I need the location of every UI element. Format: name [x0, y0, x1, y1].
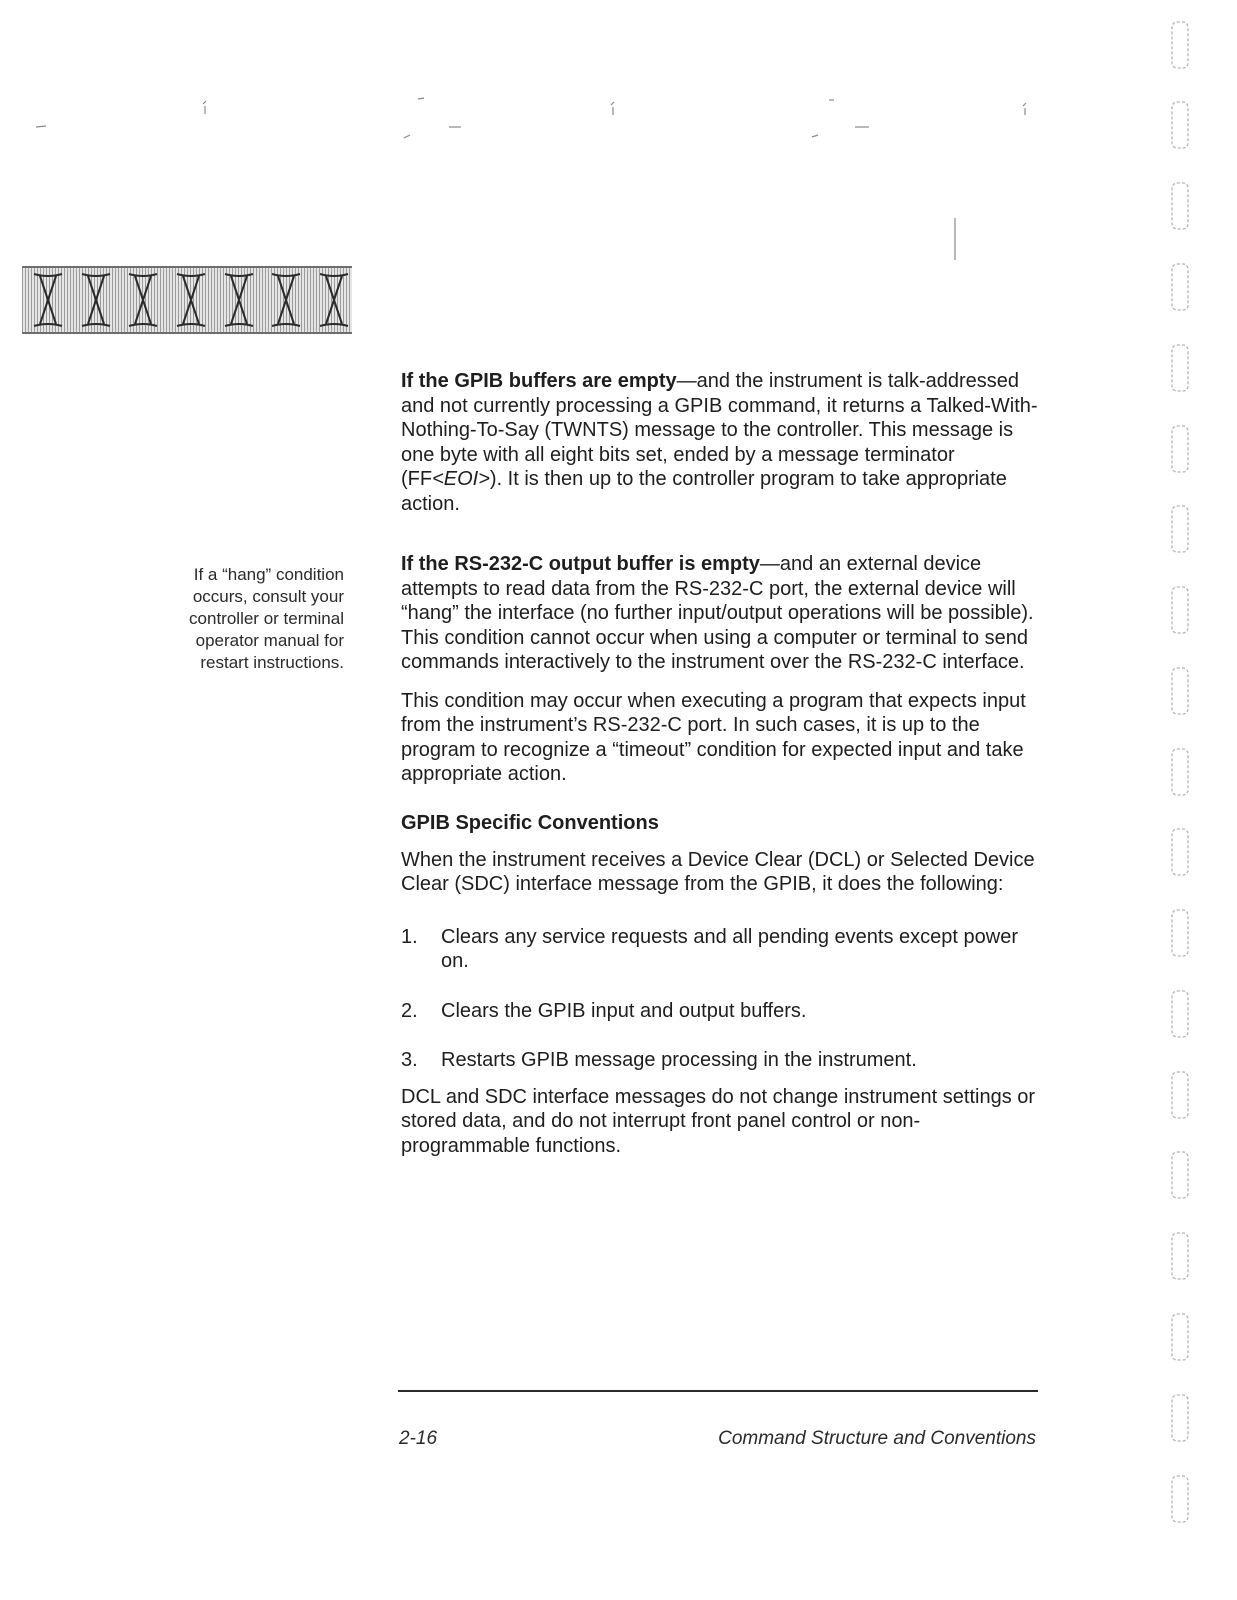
- list-item-text: Restarts GPIB message processing in the instrument.: [441, 1049, 917, 1071]
- scan-specks: [0, 0, 1237, 260]
- list-item: [401, 1048, 1041, 1073]
- gpib-conventions-heading: GPIB Specific Conventions: [401, 811, 659, 834]
- binding-holes: [1170, 0, 1230, 1600]
- dcl-outro-paragraph: DCL and SDC interface messages do not change instrument settings or stored data, and do not interrupt front panel control or non-programmable functions.: [401, 1085, 1036, 1157]
- list-item-number: 1.: [401, 925, 418, 948]
- footer-rule: [398, 1390, 1038, 1392]
- list-item-text: Clears any service requests and all pending events except power on.: [441, 925, 1018, 972]
- gpib-buffers-empty-paragraph: [401, 369, 1041, 516]
- body-text: [401, 369, 1041, 1158]
- eoi-term: <EOI>: [432, 468, 490, 490]
- x-pattern-icon: [22, 268, 352, 332]
- gpib-buffers-empty-text: —and the instrument is talk-addressed and not currently processing a GPIB command, it returns a Talked-With-Nothing-To-Say (TWNTS) message to the controller. This message is one byte with all eight bits set, ended by a message terminator (FF: [401, 370, 1038, 490]
- list-item-text: Clears the GPIB input and output buffers.: [441, 999, 807, 1022]
- condition-paragraph: This condition may occur when executing a program that expects input from the instrument’s RS-232-C port. In such cases, it is up to the program to recognize a “timeout” condition for expected input and take appropriate action.: [401, 689, 1026, 785]
- margin-note: If a “hang” condition occurs, consult your controller or terminal operator manual for restart instructions.: [189, 565, 344, 672]
- list-item-number: 2.: [401, 999, 418, 1022]
- dcl-intro-paragraph: When the instrument receives a Device Clear (DCL) or Selected Device Clear (SDC) interface message from the GPIB, it does the following:: [401, 848, 1035, 895]
- section-banner: [22, 266, 352, 334]
- list-item: [401, 999, 1041, 1024]
- rs232-buffer-empty-lead: If the RS-232-C output buffer is empty: [401, 553, 760, 575]
- gpib-buffers-empty-lead: If the GPIB buffers are empty: [401, 370, 677, 392]
- page-number: 2-16: [399, 1428, 438, 1449]
- rs232-buffer-empty-text: —and an external device attempts to read data from the RS-232-C port, the external device will “hang” the interface (no further input/output operations will be possible). This condition cannot occur when using a computer or terminal to send commands interactively to the instrument over the RS-232-C interface.: [401, 553, 1034, 673]
- footer-section-title: Command Structure and Conventions: [718, 1428, 1036, 1449]
- dcl-actions-list: [401, 925, 1041, 1073]
- rs232-buffer-empty-paragraph: [401, 552, 1041, 675]
- list-item: [401, 925, 1041, 974]
- gpib-buffers-empty-text-end: ). It is then up to the controller program to take appropriate action.: [401, 468, 1007, 515]
- list-item-number: 3.: [401, 1049, 418, 1071]
